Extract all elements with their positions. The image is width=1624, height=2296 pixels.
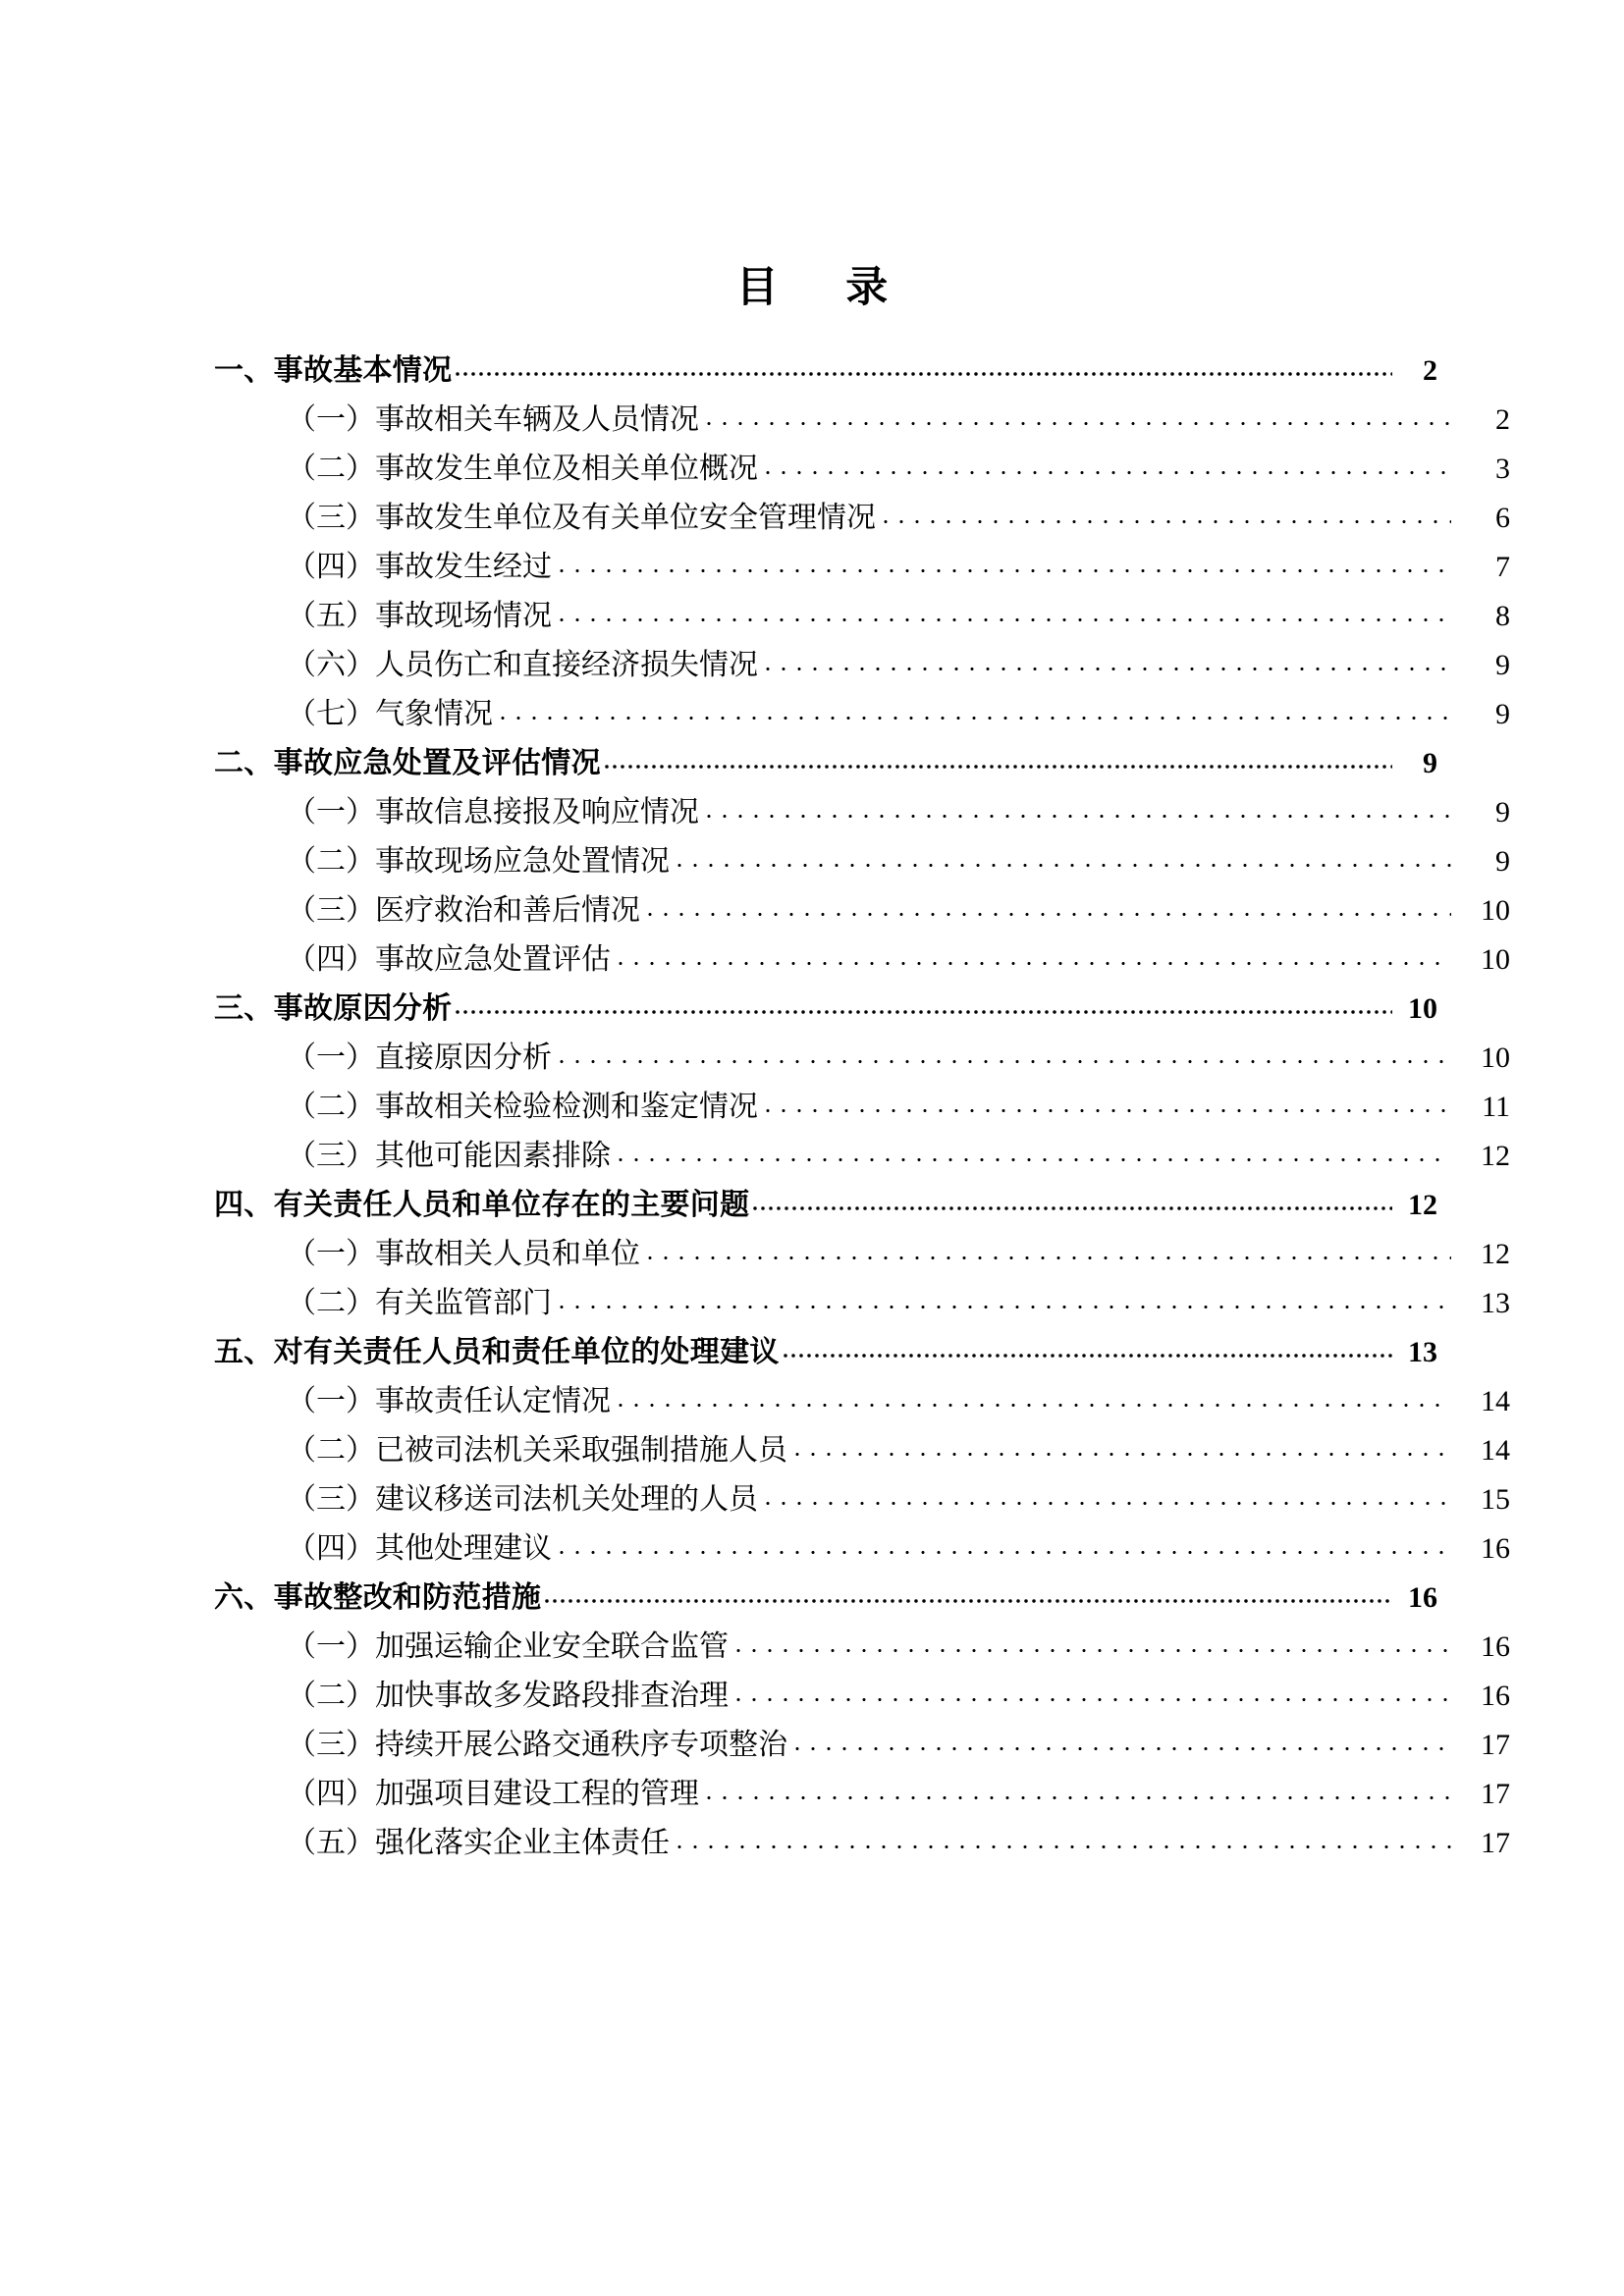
toc-entry[interactable] bbox=[287, 640, 1510, 689]
toc-dot-leader bbox=[701, 1774, 1451, 1803]
toc-dot-leader bbox=[554, 1283, 1451, 1312]
page-title: 目 录 bbox=[735, 263, 901, 312]
toc-dot-leader bbox=[642, 1234, 1451, 1263]
table-of-contents bbox=[214, 346, 1510, 1867]
toc-entry-page-number: 13 bbox=[1481, 1287, 1510, 1319]
toc-dot-leader bbox=[760, 1087, 1451, 1116]
toc-entry-label: （一）加强运输企业安全联合监管 bbox=[287, 1630, 729, 1663]
toc-entry-page-number: 10 bbox=[1481, 943, 1510, 976]
toc-entry-page-number: 12 bbox=[1408, 1189, 1437, 1221]
toc-entry-page-number: 17 bbox=[1481, 1778, 1510, 1810]
toc-dot-leader bbox=[760, 645, 1451, 674]
toc-entry-label: 一、事故基本情况 bbox=[214, 353, 453, 388]
toc-entry-page-number: 9 bbox=[1495, 845, 1510, 878]
toc-dot-leader bbox=[751, 1185, 1392, 1214]
toc-entry-page-number: 17 bbox=[1481, 1729, 1510, 1761]
toc-entry[interactable] bbox=[287, 885, 1510, 934]
toc-entry-page-number: 11 bbox=[1482, 1091, 1510, 1123]
toc-entry-label: （二）已被司法机关采取强制措施人员 bbox=[287, 1434, 787, 1467]
toc-dot-leader bbox=[613, 1136, 1451, 1165]
toc-dot-leader bbox=[731, 1627, 1451, 1656]
toc-entry-page-number: 14 bbox=[1481, 1385, 1510, 1417]
toc-entry-label: （二）有关监管部门 bbox=[287, 1287, 552, 1319]
toc-entry[interactable] bbox=[214, 738, 1437, 787]
toc-entry[interactable] bbox=[287, 395, 1510, 444]
toc-entry[interactable] bbox=[287, 444, 1510, 493]
toc-entry-page-number: 17 bbox=[1481, 1827, 1510, 1859]
toc-dot-leader bbox=[878, 498, 1451, 527]
toc-entry-page-number: 6 bbox=[1495, 502, 1510, 534]
toc-entry-label: （二）加快事故多发路段排查治理 bbox=[287, 1680, 729, 1712]
toc-entry-label: （一）事故相关人员和单位 bbox=[287, 1238, 640, 1270]
toc-entry-label: （一）直接原因分析 bbox=[287, 1041, 552, 1074]
toc-entry[interactable] bbox=[214, 1180, 1437, 1229]
toc-entry-label: （三）医疗救治和善后情况 bbox=[287, 894, 640, 927]
toc-entry-page-number: 2 bbox=[1495, 403, 1510, 436]
toc-entry-page-number: 9 bbox=[1495, 649, 1510, 681]
toc-entry-label: （七）气象情况 bbox=[287, 698, 493, 730]
toc-dot-leader bbox=[554, 596, 1451, 625]
toc-entry-page-number: 3 bbox=[1495, 453, 1510, 485]
toc-dot-leader bbox=[554, 547, 1451, 576]
toc-entry-label: （二）事故发生单位及相关单位概况 bbox=[287, 453, 758, 485]
toc-entry[interactable] bbox=[287, 1622, 1510, 1671]
toc-entry-page-number: 14 bbox=[1481, 1434, 1510, 1467]
toc-entry-label: （三）建议移送司法机关处理的人员 bbox=[287, 1483, 758, 1516]
toc-entry-label: （一）事故相关车辆及人员情况 bbox=[287, 403, 699, 436]
toc-entry[interactable] bbox=[287, 1033, 1510, 1082]
toc-dot-leader bbox=[495, 694, 1451, 723]
toc-dot-leader bbox=[701, 400, 1451, 429]
toc-entry[interactable] bbox=[287, 1523, 1510, 1573]
toc-dot-leader bbox=[789, 1725, 1451, 1754]
toc-entry-page-number: 8 bbox=[1495, 600, 1510, 632]
toc-entry-page-number: 12 bbox=[1481, 1238, 1510, 1270]
toc-dot-leader bbox=[789, 1430, 1451, 1460]
toc-entry[interactable] bbox=[287, 1376, 1510, 1425]
toc-entry-label: （四）加强项目建设工程的管理 bbox=[287, 1778, 699, 1810]
toc-entry-label: （四）事故应急处置评估 bbox=[287, 943, 611, 976]
toc-entry[interactable] bbox=[287, 542, 1510, 591]
toc-entry-label: （三）事故发生单位及有关单位安全管理情况 bbox=[287, 502, 876, 534]
toc-entry-page-number: 10 bbox=[1481, 1041, 1510, 1074]
toc-dot-leader bbox=[760, 1479, 1451, 1509]
toc-entry[interactable] bbox=[287, 1131, 1510, 1180]
toc-dot-leader bbox=[554, 1038, 1451, 1067]
toc-entry-label: 二、事故应急处置及评估情况 bbox=[214, 746, 601, 780]
toc-entry-label: （三）持续开展公路交通秩序专项整治 bbox=[287, 1729, 787, 1761]
toc-entry[interactable] bbox=[287, 1769, 1510, 1818]
toc-entry-label: （四）事故发生经过 bbox=[287, 551, 552, 583]
toc-entry-page-number: 12 bbox=[1481, 1140, 1510, 1172]
toc-entry-label: （一）事故责任认定情况 bbox=[287, 1385, 611, 1417]
toc-dot-leader bbox=[731, 1676, 1451, 1705]
toc-dot-leader bbox=[760, 449, 1451, 478]
toc-entry[interactable] bbox=[214, 1327, 1437, 1376]
toc-dot-leader bbox=[782, 1332, 1392, 1362]
toc-dot-leader bbox=[543, 1577, 1392, 1607]
toc-dot-leader bbox=[642, 890, 1451, 920]
toc-entry[interactable] bbox=[287, 1474, 1510, 1523]
toc-entry[interactable] bbox=[287, 1082, 1510, 1131]
toc-dot-leader bbox=[672, 841, 1451, 871]
toc-entry-label: 四、有关责任人员和单位存在的主要问题 bbox=[214, 1188, 750, 1222]
toc-entry-page-number: 9 bbox=[1495, 698, 1510, 730]
toc-entry-page-number: 13 bbox=[1408, 1336, 1437, 1368]
toc-entry[interactable] bbox=[287, 493, 1510, 542]
toc-entry[interactable] bbox=[287, 1818, 1510, 1867]
toc-entry[interactable] bbox=[287, 1229, 1510, 1278]
toc-entry-label: 三、事故原因分析 bbox=[214, 991, 453, 1026]
toc-entry-label: （二）事故相关检验检测和鉴定情况 bbox=[287, 1091, 758, 1123]
toc-entry[interactable] bbox=[287, 1671, 1510, 1720]
toc-entry[interactable] bbox=[287, 1278, 1510, 1327]
toc-entry-page-number: 16 bbox=[1481, 1680, 1510, 1712]
toc-entry-page-number: 15 bbox=[1481, 1483, 1510, 1516]
toc-entry-label: 六、事故整改和防范措施 bbox=[214, 1580, 542, 1615]
toc-entry[interactable] bbox=[214, 984, 1437, 1033]
toc-entry-label: （一）事故信息接报及响应情况 bbox=[287, 796, 699, 828]
toc-entry-page-number: 10 bbox=[1408, 992, 1437, 1025]
toc-dot-leader bbox=[613, 1381, 1451, 1411]
toc-entry-label: 五、对有关责任人员和责任单位的处理建议 bbox=[214, 1335, 780, 1369]
toc-dot-leader bbox=[554, 1528, 1451, 1558]
toc-entry-page-number: 9 bbox=[1495, 796, 1510, 828]
toc-entry[interactable] bbox=[214, 346, 1437, 395]
toc-entry[interactable] bbox=[287, 591, 1510, 640]
toc-entry-label: （四）其他处理建议 bbox=[287, 1532, 552, 1565]
toc-entry-page-number: 16 bbox=[1481, 1532, 1510, 1565]
toc-entry-label: （三）其他可能因素排除 bbox=[287, 1140, 611, 1172]
toc-entry-label: （六）人员伤亡和直接经济损失情况 bbox=[287, 649, 758, 681]
toc-entry[interactable] bbox=[287, 836, 1510, 885]
toc-entry[interactable] bbox=[287, 934, 1510, 984]
toc-entry[interactable] bbox=[287, 1425, 1510, 1474]
toc-dot-leader bbox=[454, 350, 1392, 380]
toc-entry[interactable] bbox=[287, 787, 1510, 836]
toc-entry-label: （五）事故现场情况 bbox=[287, 600, 552, 632]
toc-entry-page-number: 7 bbox=[1495, 551, 1510, 583]
toc-dot-leader bbox=[672, 1823, 1451, 1852]
toc-entry[interactable] bbox=[287, 1720, 1510, 1769]
toc-entry[interactable] bbox=[287, 689, 1510, 738]
toc-entry[interactable] bbox=[214, 1573, 1437, 1622]
toc-dot-leader bbox=[603, 743, 1392, 773]
toc-entry-page-number: 10 bbox=[1481, 894, 1510, 927]
toc-entry-label: （二）事故现场应急处置情况 bbox=[287, 845, 670, 878]
toc-entry-label: （五）强化落实企业主体责任 bbox=[287, 1827, 670, 1859]
toc-dot-leader bbox=[701, 792, 1451, 822]
toc-entry-page-number: 16 bbox=[1481, 1630, 1510, 1663]
toc-dot-leader bbox=[613, 939, 1451, 969]
toc-entry-page-number: 2 bbox=[1423, 354, 1437, 387]
toc-dot-leader bbox=[454, 988, 1392, 1018]
toc-entry-page-number: 9 bbox=[1423, 747, 1437, 779]
toc-entry-page-number: 16 bbox=[1408, 1581, 1437, 1614]
